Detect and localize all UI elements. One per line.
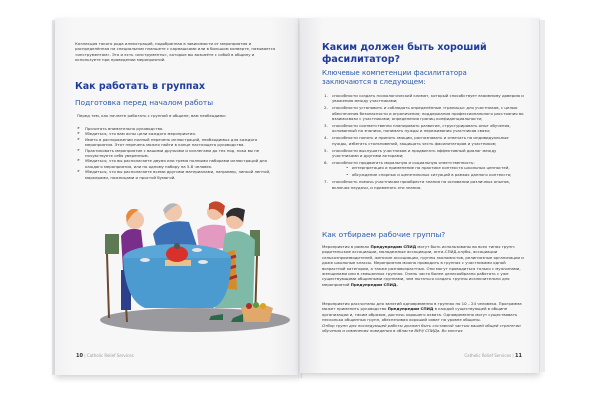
- right-page-footer: Catholic Relief Services | 11: [464, 353, 522, 359]
- list-item: 2. способности установить и соблюдать определённые «границы» для участников, с целью обеспечения безопасности и ограничения; поддержания профессионального расстояния во взаимосвязи с участниками; определения границ конфиденциальности;: [324, 105, 524, 122]
- list-item: ➤ Убедиться, что вы располагаете всеми другими материалами, например, липкой лентой, маркерами, ножницами и простой бумагой.: [77, 169, 277, 180]
- list-item: ➤ Практиковать мероприятие с вашими друзьями и коллегами до тех пор, пока вы не почувствуете себя уверенным.: [77, 148, 277, 159]
- groups-paragraph-3: Отбор групп для последующей работы должен быть составной частью вашей общей стратегии обучения и изменения поведения в области ВИЧ/ СПИДа. Во многих: [322, 323, 521, 334]
- competencies-heading: Ключевые компетенции фасилитатора заключаются в следующем:: [322, 69, 467, 86]
- list-item: ➤ Прочитать внимательно руководство.: [77, 126, 277, 131]
- list-item: ➤ Иметь в распоряжении полный перечень иллюстраций, необходимых для каждого мероприятия. Этот перечень можно найти в конце настоящего руководства.: [77, 137, 277, 148]
- list-item: 5. способности выслушать участников и продвигать эффективный диалог между участниками и другими акторами;: [324, 147, 497, 159]
- page-number: 10: [76, 353, 83, 359]
- page-number: 11: [515, 353, 522, 359]
- list-item: 6. способности продвигать моральную и социальную ответственность: • интерпретация и применение на практике контекста школьных ценностей, • обсуждение спорных и щепетильных ситуаций в рамках данного контекста;: [324, 160, 524, 178]
- list-item: 1. способности создать психологический климат, который способствует взаимному доверию и уважению между участниками;: [324, 93, 524, 104]
- list-item: ➤ Убедиться, что вам ясны цели каждого мероприятия.: [77, 131, 277, 136]
- page-heading: Каким должен быть хороший фасилитатор?: [322, 42, 487, 65]
- groups-heading: Как отбираем рабочие группы?: [322, 230, 446, 239]
- publisher-name: Catholic Relief Services: [464, 353, 512, 358]
- women-at-tea-table-illustration: [65, 190, 295, 335]
- sub-list-item: • интерпретация и применение на практике контекста школьных ценностей,: [346, 165, 524, 170]
- left-page-footer: 10 | Catholic Relief Services: [76, 353, 134, 359]
- list-item: 7. способность помочь участникам приобрести знания на основании различных опытов, включая неудачи, и применять эти знания.: [324, 179, 510, 190]
- groups-paragraph-1: Мероприятия в рамках Предупредим СПИД могут быть использованы во всех типах групп: родительские ассоциации, молодежные ассоциации, анти-СПИД-клубы, ассоциации сельхозпроизводителей, женские ассоциации, группы экономистов, религиозные организации и даже школьные классы. Мероприятия можно проводить в группах с участниками одной возрастной категории, а также разновозрастных. Они могут проводиться только с мужчинами, женщинами или в смешанных группах. Очень часто более целесообразно работать с уже существующими общинными группами, чем пытаться создать группы исключительно для мероприятий Предупредим СПИД.: [322, 244, 524, 287]
- groups-paragraph-2: Мероприятия рассчитаны для занятий одновременно в группах по 10 – 24 человека. Программа может применить руководство Предупредим СПИД в каждой существующей в общине организации и, таким образом, достичь хорошего охвата. Одновременно могут существовать несколько общинных групп, обеспечивая хороший охват на уровне общины.: [322, 301, 522, 323]
- sub-list: [332, 165, 524, 177]
- section-heading: Как работать в группах: [75, 81, 205, 92]
- intro-paragraph: Коллекция такого рода иллюстраций, подобранная в зависимости от мероприятия и распределённая на специальном планшете с кармашками или в большом конверте, называется «инструментом». Это и есть «инструменты», которые вы возьмёте с собой в общину и используете при проведении мероприятий.: [75, 41, 276, 63]
- list-item: 3. способности соответственно планировать развитие, структурировать опыт обучения, основанный на знаниях, понимать нужды и переживания участников связи;: [324, 123, 511, 134]
- sub-list-item: • обсуждение спорных и щепетильных ситуаций в рамках данного контекста;: [346, 172, 524, 177]
- competencies-list: [324, 93, 524, 192]
- right-page: [300, 18, 540, 373]
- list-item: 4. способности понять и принять эмоции, распознавать и отвечать на индивидуальные нужды, избегать столкновений, защищать честь фасилитаторов и участников;: [324, 135, 509, 146]
- left-page: [55, 18, 300, 375]
- right-page-edge: [539, 20, 545, 372]
- preparation-list: [77, 126, 277, 180]
- publisher-name: Catholic Relief Services: [86, 353, 134, 358]
- list-item: ➤ Убедиться, что вы располагаете двумя или тремя полными наборами иллюстраций для каждого мероприятия, или по одному набору на 5-8 человек.: [77, 158, 277, 169]
- lead-text: Перед тем, как начнете работать с группой в общине, вам необходимо:: [77, 113, 227, 118]
- subsection-heading: Подготовка перед началом работы: [75, 98, 214, 107]
